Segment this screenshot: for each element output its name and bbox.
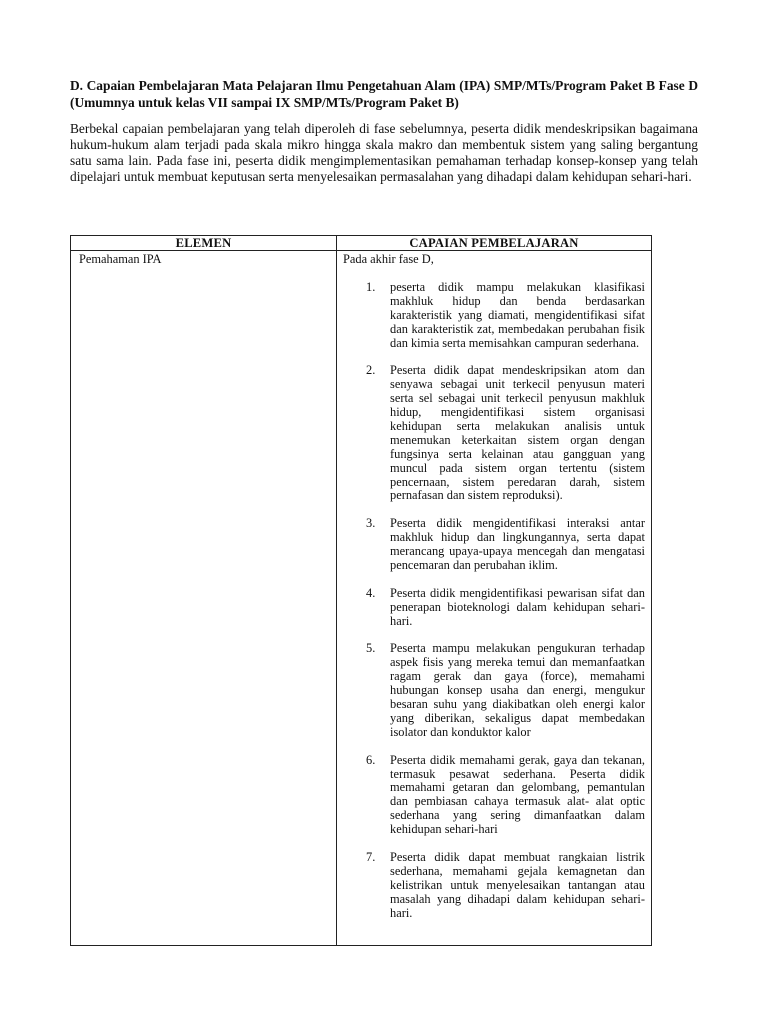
item-text: Peserta didik dapat membuat rangkaian listrik sederhana, memahami gejala kemagnetan dan kelistrikan untuk menyelesaikan tantangan atau masalah yang dihadapi dalam kehidupan sehari-hari. bbox=[390, 849, 645, 920]
item-text: Peserta didik dapat mendeskripsikan atom dan senyawa sebagai unit terkecil penyusun materi serta sel sebagai unit terkecil penyusun makhluk hidup, mengidentifikasi sistem organisasi kehidupan serta melakukan analisis untuk menemukan keterkaitan sistem organ dengan fungsinya serta kelainan atau gangguan yang muncul pada sistem organ tertentu (sistem pencernaan, sistem peredaran darah, sistem pernafasan dan sistem reproduksi). bbox=[390, 363, 645, 503]
table-row bbox=[71, 251, 652, 946]
capaian-table bbox=[70, 235, 652, 946]
item-text: Peserta didik memahami gerak, gaya dan tekanan, termasuk pesawat sederhana. Peserta didik memahami getaran dan gelombang, pemantulan dan pembiasan cahaya termasuk alat- alat optic sederhana yang sering dimanfaatkan dalam kehidupan sehari-hari bbox=[390, 752, 645, 837]
list-item bbox=[343, 851, 645, 921]
item-number: 7. bbox=[366, 849, 376, 864]
table-header-row bbox=[71, 236, 652, 251]
list-item bbox=[343, 517, 645, 573]
item-number: 6. bbox=[366, 752, 376, 767]
item-number: 2. bbox=[366, 363, 376, 378]
list-item bbox=[343, 364, 645, 503]
item-number: 1. bbox=[366, 279, 376, 294]
header-elemen: ELEMEN bbox=[71, 236, 337, 251]
item-text: Peserta mampu melakukan pengukuran terhadap aspek fisis yang mereka temui dan memanfaatkan ragam gerak dan gaya (force), memahami hubungan konsep usaha dan energi, mengukur besaran suhu yang diakibatkan oleh energi kalor yang diberikan, sekaligus dapat membedakan isolator dan konduktor kalor bbox=[390, 641, 645, 739]
list-item bbox=[343, 754, 645, 837]
item-text: Peserta didik mengidentifikasi pewarisan sifat dan penerapan bioteknologi dalam kehidupan sehari-hari. bbox=[390, 585, 645, 628]
document-body bbox=[70, 78, 698, 185]
capaian-lead: Pada akhir fase D, bbox=[343, 252, 434, 266]
list-item bbox=[343, 587, 645, 629]
element-cell: Pemahaman IPA bbox=[71, 251, 337, 946]
section-heading: D. Capaian Pembelajaran Mata Pelajaran Ilmu Pengetahuan Alam (IPA) SMP/MTs/Program Paket B Fase D (Umumnya untuk kelas VII sampai IX SMP/MTs/Program Paket B) bbox=[70, 78, 698, 110]
header-capaian: CAPAIAN PEMBELAJARAN bbox=[337, 236, 652, 251]
item-number: 3. bbox=[366, 516, 376, 531]
item-number: 4. bbox=[366, 585, 376, 600]
list-item bbox=[343, 642, 645, 739]
capaian-list bbox=[343, 281, 645, 921]
item-text: peserta didik mampu melakukan klasifikasi makhluk hidup dan benda berdasarkan karakteristik yang diamati, mengidentifikasi sifat dan karakteristik zat, membedakan perubahan fisik dan kimia serta memisahkan campuran sederhana. bbox=[390, 279, 645, 350]
intro-paragraph: Berbekal capaian pembelajaran yang telah diperoleh di fase sebelumnya, peserta didik mendeskripsikan bagaimana hukum-hukum alam terjadi pada skala mikro hingga skala makro dan membentuk sistem yang saling bergantung satu sama lain. Pada fase ini, peserta didik mengimplementasikan pemahaman terhadap konsep-konsep yang telah dipelajari untuk membuat keputusan serta menyelesaikan permasalahan yang dihadapi dalam kehidupan sehari-hari. bbox=[70, 121, 698, 184]
item-text: Peserta didik mengidentifikasi interaksi antar makhluk hidup dan lingkungannya, serta dapat merancang upaya-upaya mencegah dan mengatasi pencemaran dan perubahan iklim. bbox=[390, 516, 645, 572]
capaian-cell bbox=[337, 251, 652, 946]
item-number: 5. bbox=[366, 641, 376, 656]
list-item bbox=[343, 281, 645, 351]
